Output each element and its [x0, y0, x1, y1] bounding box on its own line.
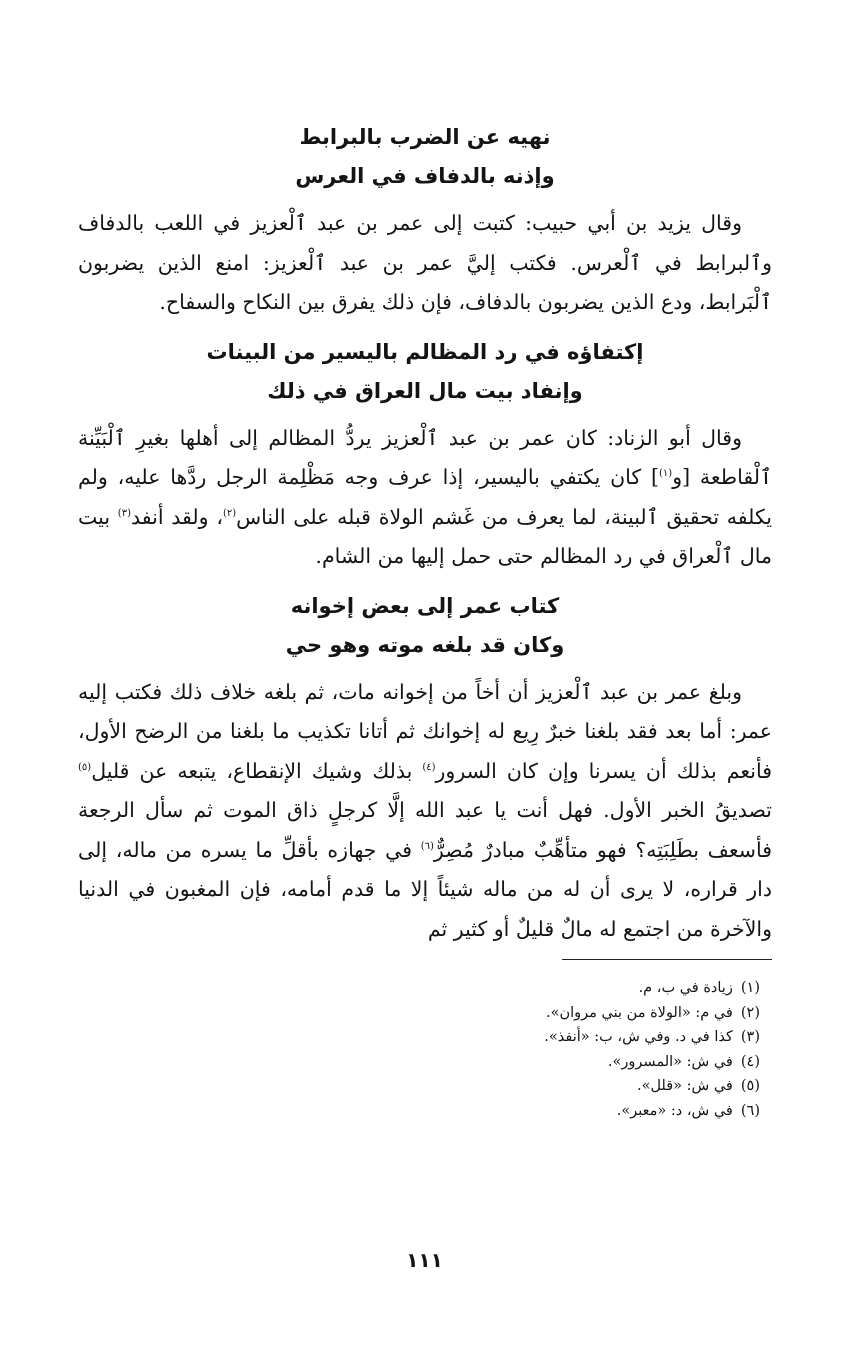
footnote-text: في ش: «المسرور».: [607, 1053, 733, 1070]
footnote-number: (١): [740, 980, 760, 996]
sections-container: [78, 118, 772, 949]
section-heading: [78, 333, 772, 411]
book-page: [78, 118, 772, 1278]
footnote-item: [78, 1025, 760, 1050]
footnote-separator: [562, 959, 772, 960]
footnote-marker: (٥): [78, 761, 92, 773]
footnote-text: في م: «الولاة من بني مروان».: [546, 1004, 733, 1021]
footnote-marker: (٢): [222, 507, 237, 519]
footnote-number: (٤): [740, 1053, 760, 1070]
footnote-marker: (٦): [420, 840, 434, 852]
footnote-text: في ش: «قلل».: [636, 1078, 733, 1094]
paragraph-text: وقال أبو الزناد: كان عمر بن عبد ٱلْعزيز يردُّ المظالم إلى أهلها بغيرِ ٱلْبَيِّنة ٱلْقاطعة [و: [78, 425, 772, 489]
paragraph-text: في جهازه بأقلِّ ما يسره من ماله، إلى دار قراره، لا يرى أن له من ماله شيئاً إلا ما قدم أمامه، فإن المغبون في الدنيا والآخرة من اجتمع له مالٌ قليلٌ أو كثير ثم: [78, 837, 772, 941]
paragraph-text: بيت مال ٱلْعراق في رد المظالم حتى حمل إليها من الشام.: [78, 504, 772, 568]
page-number: ١١١: [406, 1248, 443, 1272]
heading-line: وكان قد بلغه موته وهو حي: [285, 632, 565, 657]
section-heading: [78, 587, 772, 665]
footnote-item: [78, 1050, 760, 1075]
footnote-text: في ش، د: «معبر».: [616, 1102, 733, 1119]
section: [78, 333, 772, 577]
paragraph: [78, 419, 772, 577]
paragraph: [78, 204, 772, 323]
footnote-marker: (٣): [117, 507, 131, 519]
paragraph-text: بذلك وشيك الإنقطاع، يتبعه عن قليل: [91, 758, 423, 783]
paragraph-text: وقال يزيد بن أبي حبيب: كتبت إلى عمر بن عبد ٱلْعزيز في اللعب بالدفاف وٱلبرابط في ٱلْعرس. فكتب إليَّ عمر بن عبد ٱلْعزيز: امنع الذين يضربون ٱلْبَرابط، ودع الذين يضربون بالدفاف، فإن ذلك يفرق بين النكاح والسفاح.: [78, 211, 772, 314]
section: [78, 587, 772, 950]
footnote-number: (٣): [740, 1029, 760, 1045]
footnote-number: (٢): [740, 1004, 760, 1021]
footnote-item: [78, 1074, 760, 1099]
paragraph-text: تصديقُ الخبر الأول. فهل أنت يا عبد الله إلَّا كرجلٍ ذاق الموت ثم سأل الرجعة فأسعف بطَلِبَتِه؟ فهو متأهِّبٌ مبادرٌ مُصِرٌّ: [78, 798, 772, 862]
footnote-marker: (١): [659, 468, 673, 480]
heading-line: كتاب عمر إلى بعض إخوانه: [290, 593, 560, 618]
paragraph-text: ] كان يكتفي باليسير، إذا عرف وجه مَظْلِمة الرجل ردَّها عليه، ولم يكلفه تحقيق ٱلبينة، لما يعرف من غَشم الولاة قبله على الناس: [78, 465, 772, 529]
footnote-number: (٥): [740, 1078, 760, 1094]
paragraph: [78, 673, 772, 950]
footnote-item: [78, 1099, 760, 1124]
heading-line: إكتفاؤه في رد المظالم باليسير من البينات: [206, 339, 644, 364]
heading-line: وإنفاد بيت مال العراق في ذلك: [267, 378, 583, 403]
footnote-item: [78, 976, 760, 1001]
section-heading: [78, 118, 772, 196]
footnote-item: [78, 1001, 760, 1026]
heading-line: وإذنه بالدفاف في العرس: [295, 164, 555, 188]
paragraph-text: وبلغ عمر بن عبد ٱلْعزيز أن أخاً من إخوانه مات، ثم بلغه خلاف ذلك فكتب إليه عمر: أما بعد فقد بلغنا خبرٌ رِيع له إخوانك ثم أتانا تكذيب ما بلغنا من الرضح الأول، فأنعم بذلك أن يسرنا وإن كان السرور: [78, 679, 772, 783]
footnotes-list: [78, 976, 772, 1123]
section: [78, 118, 772, 323]
footnote-text: كذا في د. وفي ش، ب: «أنفذ».: [544, 1029, 733, 1045]
footnote-marker: (٤): [422, 761, 436, 773]
footnote-text: زيادة في ب، م.: [638, 980, 733, 996]
paragraph-text: ، ولقد أنفد: [130, 504, 223, 529]
heading-line: نهيه عن الضرب بالبرابط: [299, 125, 551, 149]
footnote-number: (٦): [740, 1102, 760, 1119]
